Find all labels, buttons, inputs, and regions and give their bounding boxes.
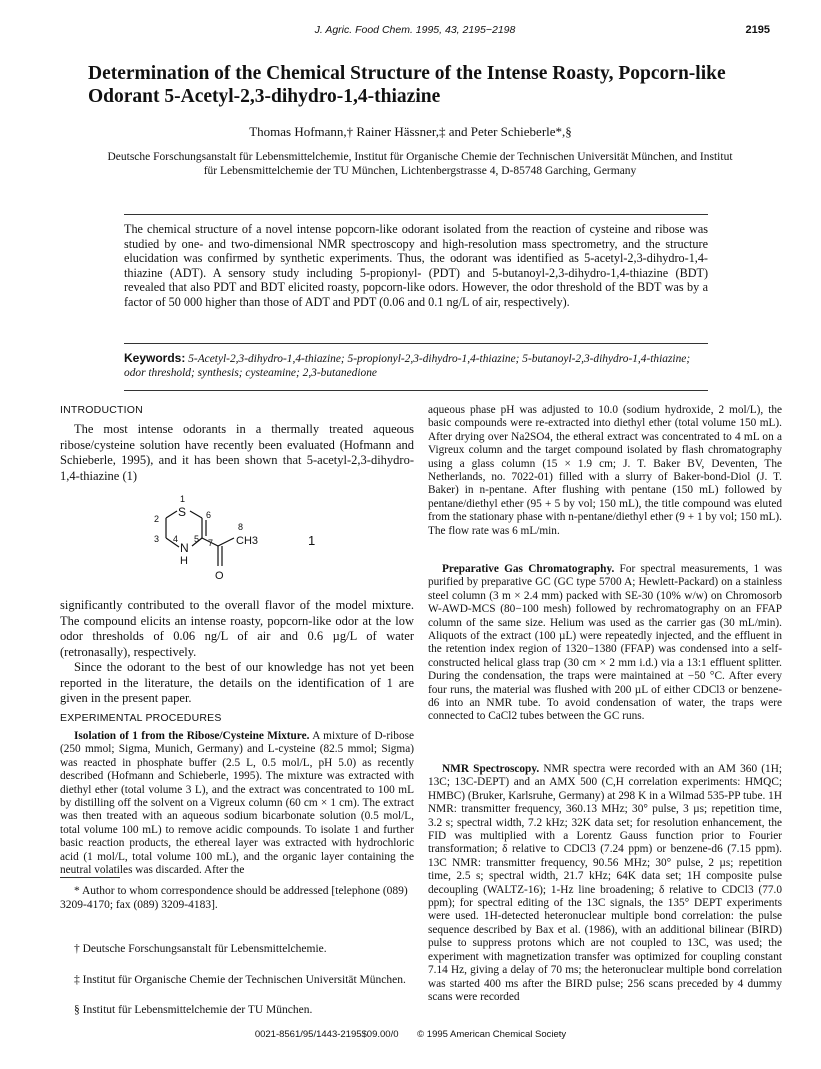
abstract-top-rule [124,214,708,215]
abstract-bottom-rule [124,343,708,344]
keywords-value: 5-Acetyl-2,3-dihydro-1,4-thiazine; 5-propionyl-2,3-dihydro-1,4-thiazine; 5-butanoyl-2,3-dihydro-1,4-thiazine; odor threshold; synthesis; cysteamine; 2,3-butanedione [124,353,691,379]
keywords-label: Keywords: [124,351,186,365]
experimental-heading: EXPERIMENTAL PROCEDURES [60,712,222,724]
footnote-rule [60,877,120,878]
nmr-paragraph [428,763,782,1004]
introduction-heading: INTRODUCTION [60,404,143,416]
intro-paragraph-2: significantly contributed to the overall flavor of the model mixture. The compound elicits an intense roasty, popcorn-like odor at the low odor thresholds of 0.06 ng/L of air and 0.6 µg/L of water (retronasally), respectively. [60,598,414,659]
atom-number-2: 2 [154,514,160,524]
keywords [124,351,708,380]
footnote-double-dagger: ‡ Institut für Organische Chemie der Technischen Universität München. [74,974,406,986]
keywords-bottom-rule [124,390,708,391]
footnote-dagger: † Deutsche Forschungsanstalt für Lebensmittelchemie. [74,943,327,955]
nmr-text: NMR spectra were recorded with an AM 360 (1H; 13C; 13C-DEPT) and an AMX 500 (C,H correlation experiments: HMQC; HMBC) (Bruker, Karlsruhe, Germany) at 298 K in a Wilmad 535-PP tube. 1H NMR: transmitter frequency, 360.13 MHz; 30° pulse, 3 µs; repetition time, 3.2 s; spectral width, 7.2 kHz; 32K data set; for resolution enhancement, the FID was multiplied with a Lorentz Gauss function prior to Fourier transformation; δ relative to CDCl3 (7.24 ppm) or benzene-d6 (7.15 ppm). 13C NMR: transmitter frequency, 90.56 MHz; 30° pulse, 2 µs; repetition time, 2.5 s; spectral width, 21.7 kHz; 64K data set; 1H composite pulse decoupling (WALTZ-16); 1-Hz line broadening; δ relative to CDCl3 (77.0 ppm); for spectral editing of the 13C signals, the 135° DEPT experiments were used. 1H-detected heteronuclear multiple bond correlation: the pulse sequence described by Bax et al. (1986), with an additional bilinear (BIRD) pulse to suppress protons which are not coupled to 13C, was used; the experiment with magnetization transfer was optimized for coupling constant 7.14 Hz, giving a delay of 70 ms; the heteronuclear multiple bond correlation was started 400 ms after the BIRD pulse; 256 scans preceded by 4 dummy scans were recorded [428,763,782,1003]
page-footer [0,1029,821,1040]
atom-number-6: 6 [206,510,212,520]
sulfur-atom: S [178,505,187,519]
oxygen-atom: O [215,570,224,582]
hydrogen-atom: H [180,555,188,567]
gc-paragraph [428,563,782,724]
intro-paragraph-1: The most intense odorants in a thermally treated aqueous ribose/cysteine solution have recently been evaluated (Hofmann and Schieberle, 1995), and it has been shown that 5-acetyl-2,3-dihydro-1,4-thiazine (1) [60,422,414,483]
atom-number-3: 3 [154,534,160,544]
footer-copyright: © 1995 American Chemical Society [417,1029,567,1040]
nmr-heading: NMR Spectroscopy. [442,763,540,775]
thiazine-structure [140,494,340,592]
authors: Thomas Hofmann,† Rainer Hässner,‡ and Peter Schieberle*,§ [249,124,572,139]
methyl-group: CH3 [236,535,259,547]
atom-number-7: 7 [208,538,214,548]
compound-number: 1 [308,533,316,548]
isolation-heading: Isolation of 1 from the Ribose/Cysteine Mixture. [74,730,310,742]
page-number: 2195 [745,24,770,36]
gc-heading: Preparative Gas Chromatography. [442,563,615,575]
journal-citation: J. Agric. Food Chem. 1995, 43, 2195−2198 [314,24,516,36]
intro-paragraph-3: Since the odorant to the best of our knowledge has not yet been reported in the literature, the details on the identification of 1 are given in the present paper. [60,660,414,705]
flash-chromatography-paragraph: aqueous phase pH was adjusted to 10.0 (sodium hydroxide, 2 mol/L), the basic compounds were re-extracted into diethyl ether (total volume 150 mL). After drying over Na2SO4, the etheral extract was concentrated to 4 mL on a Vigreux column and the target compound isolated by flash chromatography using a glass column (15 × 1.9 cm; J. T. Baker BV, Deventen, The Netherlands, no. 7022-01) filled with a slurry of Baker-bond-Diol (J. T. Baker) in n-pentane. After flushing with pentane (150 mL) followed by pentane/diethyl ether (95 + 5 by vol; 150 mL), the title compound was eluted from the stationary phase with n-pentane/diethyl ether (9 + 1 by vol; 150 mL). The flow rate was 6 mL/min. [428,404,782,537]
isolation-paragraph [60,730,414,877]
footnote-correspondence: * Author to whom correspondence should be addressed [telephone (089) 3209-4170; fax (089) 3209-4183]. [60,885,408,911]
footnote-section: § Institut für Lebensmittelchemie der TU München. [74,1004,313,1016]
abstract: The chemical structure of a novel intense popcorn-like odorant isolated from the reaction of cysteine and ribose was studied by one- and two-dimensional NMR spectroscopy and high-resolution mass spectrometry, and the structure elucidation was confirmed by synthetic experiments. Thus, the odorant was identified as 5-acetyl-2,3-dihydro-1,4-thiazine (ADT). A sensory study including 5-propionyl- (PDT) and 5-butanoyl-2,3-dihydro-1,4-thiazine (BDT) revealed that also PDT and BDT elicited roasty, popcorn-like odors. However, the odor threshold of the BDT was by a factor of 50 000 higher than those of ADT and PDT (0.06 and 0.1 ng/L of air, respectively). [124,222,708,309]
atom-number-4: 4 [173,534,179,544]
atom-number-1: 1 [180,494,186,504]
gc-text: For spectral measurements, 1 was purified by preparative GC (GC type 5700 A; Hewlett-Packard) on a stainless steel column (3 m × 2.4 mm) packed with SE-30 (10% w/w) on Chromosorb W-AWD-MCS (80−100 mesh) followed by rechromatography on an FFAP column of the same size. Helium was used as the carrier gas (30 mL/min). Aliquots of the extract (100 µL) were repeatedly injected, and the effluent in the retention index region of 1320−1380 (FFAP) was condensed into a self-constructed helical glass trap (30 cm × 2 mm i.d.) via a 13:1 effluent splitter. During the condensation, the traps were maintained at −50 °C. After every four runs, the material was flushed with 200 µL of either CDCl3 or benzene-d6 into an NMR tube. To avoid condensation of water, the traps were connected to CaCl2 tubes between the GC runs. [428,563,782,723]
paper-title: Determination of the Chemical Structure of the Intense Roasty, Popcorn-like Odorant 5-Acetyl-2,3-dihydro-1,4-thiazine [88,63,726,107]
footer-code: 0021-8561/95/1443-2195$09.00/0 [254,1029,399,1040]
affiliation: Deutsche Forschungsanstalt für Lebensmittelchemie, Institut für Organische Chemie der Technischen Universität München, and Institut für Lebensmittelchemie der TU München, Lichtenbergstrasse 4, D-85748 Garching, Germany [107,151,733,177]
atom-number-5: 5 [194,534,200,544]
isolation-text: A mixture of D-ribose (250 mmol; Sigma, Munich, Germany) and L-cysteine (82.5 mmol; Sigma) was reacted in phosphate buffer (2.5 L, 0.5 mol/L, pH 5.0) as recently described (Hofmann and Schieberle, 1995). The mixture was extracted with diethyl ether (total volume 3 L), and the extract was concentrated to 100 mL by distilling off the solvent on a Vigreux column (60 cm × 1 cm). The extract was then treated with an aqueous sodium bicarbonate solution (0.5 mol/L, total volume 100 mL) to remove acidic compounds. To isolate 1 and further basic reaction products, the ethereal layer was extracted with hydrochloric acid (1 mol/L, total volume 100 mL), and the organic layer containing the neutral volatiles was discarded. After the [60,730,415,877]
atom-number-8: 8 [238,522,244,532]
nitrogen-atom: N [180,541,189,555]
